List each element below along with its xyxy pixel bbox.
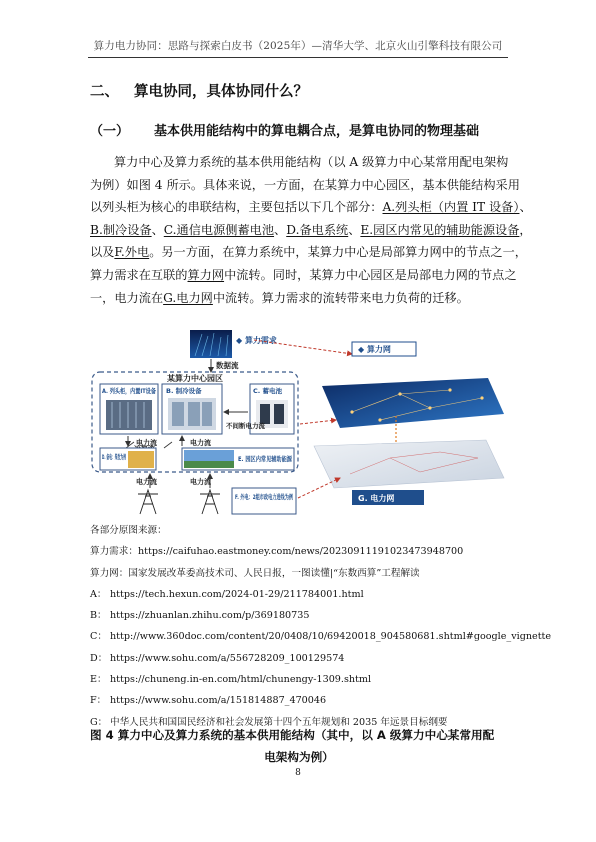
term-g: G.电力网 <box>163 290 213 305</box>
box-a-label: A. 列头柜，内置IT设备 <box>102 387 171 395</box>
compute-net-label: ◆ 算力网 <box>358 345 391 354</box>
para-line: B.制冷设备、C.通信电源侧蓄电池、D.备电系统、E.园区内常见的辅助能源设备， <box>90 222 532 237</box>
box-c-label: C. 蓄电池 <box>253 387 283 395</box>
source-row: D： https://www.sohu.com/a/556728209_100129574 <box>90 652 345 664</box>
para-line: 算力中心及算力系统的基本供用能结构（以 A 级算力中心某常用配电架构 <box>114 155 509 169</box>
source-row: E： https://chuneng.in-en.com/html/chunengy-1309.shtml <box>90 674 372 686</box>
demand-label: ◆ 算力需求 <box>236 336 277 345</box>
campus-title: 某算力中心园区 <box>167 374 223 383</box>
power-flow-label-4: 电力流 <box>190 478 211 486</box>
term-d: D.备电系统 <box>286 222 349 237</box>
para-line: 以及F.外电。另一方面，在算力系统中，某算力中心是局部算力网中的节点之一， <box>90 245 527 260</box>
subsection-number: （一） <box>90 124 130 139</box>
term-a: A.列头柜（内置 IT 设备） <box>382 200 520 215</box>
subsection-heading <box>90 120 479 139</box>
section-heading <box>90 80 308 101</box>
power-flow-label-3: 电力流 <box>136 478 157 486</box>
running-header: 算力电力协同：思路与探索白皮书（2025年）—清华大学、北京火山引擎科技有限公司 <box>88 38 508 58</box>
section-title: 算电协同，具体协同什么？ <box>134 84 308 100</box>
figure-caption <box>90 724 508 768</box>
box-f <box>232 488 323 514</box>
demand-image <box>190 330 232 358</box>
term-b: B.制冷设备 <box>90 222 152 237</box>
term-compute-net: 算力网 <box>187 267 225 282</box>
box-d-label <box>102 452 126 461</box>
caption-line-1: 图 4 算力中心及算力系统的基本供用能结构（其中，以 A 级算力中心某常用配 <box>90 728 495 742</box>
source-row: 算力网：国家发展改革委高技术司、人民日报，一图读懂|“东数西算”工程解读 <box>90 567 420 579</box>
term-e: E.园区内常见的辅助能源设备 <box>360 222 520 237</box>
source-row: 算力需求：https://caifuhao.eastmoney.com/news/20230911191023473948700 <box>90 546 464 558</box>
power-network-plane <box>314 440 504 488</box>
term-c: C.通信电源侧蓄电池 <box>163 222 275 237</box>
power-flow-label-1: 电力流 <box>136 439 157 447</box>
para-line: 一，电力流在G.电力网中流转。算力需求的流转带来电力负荷的迁移。 <box>90 290 469 305</box>
source-list-title: 各部分原图来源： <box>90 525 167 536</box>
section-number: 二、 <box>90 84 119 100</box>
term-f: F.外电 <box>114 245 150 260</box>
source-row: F： https://www.sohu.com/a/151814887_470046 <box>90 695 327 707</box>
body-paragraph <box>90 151 532 309</box>
compute-network-plane <box>322 378 504 428</box>
para-line: 算力需求在互联的算力网中流转。同时，某算力中心园区是局部电力网的节点之 <box>90 267 517 282</box>
box-e-label: E. 园区内常见辅助能源 <box>238 456 304 463</box>
box-b-label: B. 制冷设备 <box>166 387 202 395</box>
tower-icon <box>138 490 220 514</box>
para-line: 为例）如图 4 所示。具体来说，一方面，在某算力中心园区，基本供能结构采用 <box>90 177 520 192</box>
page-number: 8 <box>295 768 301 778</box>
source-row: G： 中华人民共和国国民经济和社会发展第十四个五年规划和 2035 年远景目标纲要 <box>90 716 448 728</box>
source-list <box>90 520 552 733</box>
caption-line-2: 电架构为例） <box>264 750 334 764</box>
source-row: B： https://zhuanlan.zhihu.com/p/369180735 <box>90 610 310 622</box>
power-net-label: G. 电力网 <box>358 494 395 503</box>
para-line: 以列头柜为核心的串联结构，主要包括以下几个部分：A.列头柜（内置 IT 设备）、 <box>90 200 532 215</box>
source-row: C： http://www.360doc.com/content/20/0408/10/69420018_904580681.shtml#google_vignette <box>90 631 552 643</box>
data-flow-label: 数据流 <box>216 361 239 370</box>
figure-4 <box>90 328 508 516</box>
box-f-label: F. 外电：2组市政电力进线为例 <box>235 494 323 501</box>
source-row: A： https://tech.hexun.com/2024-01-29/211784001.html <box>90 588 364 600</box>
subsection-title: 基本供用能结构中的算电耦合点，是算电协同的物理基础 <box>154 124 480 139</box>
uninterrupted-label: 不间断电力流 <box>226 422 265 430</box>
power-flow-label-2: 电力流 <box>190 439 211 447</box>
